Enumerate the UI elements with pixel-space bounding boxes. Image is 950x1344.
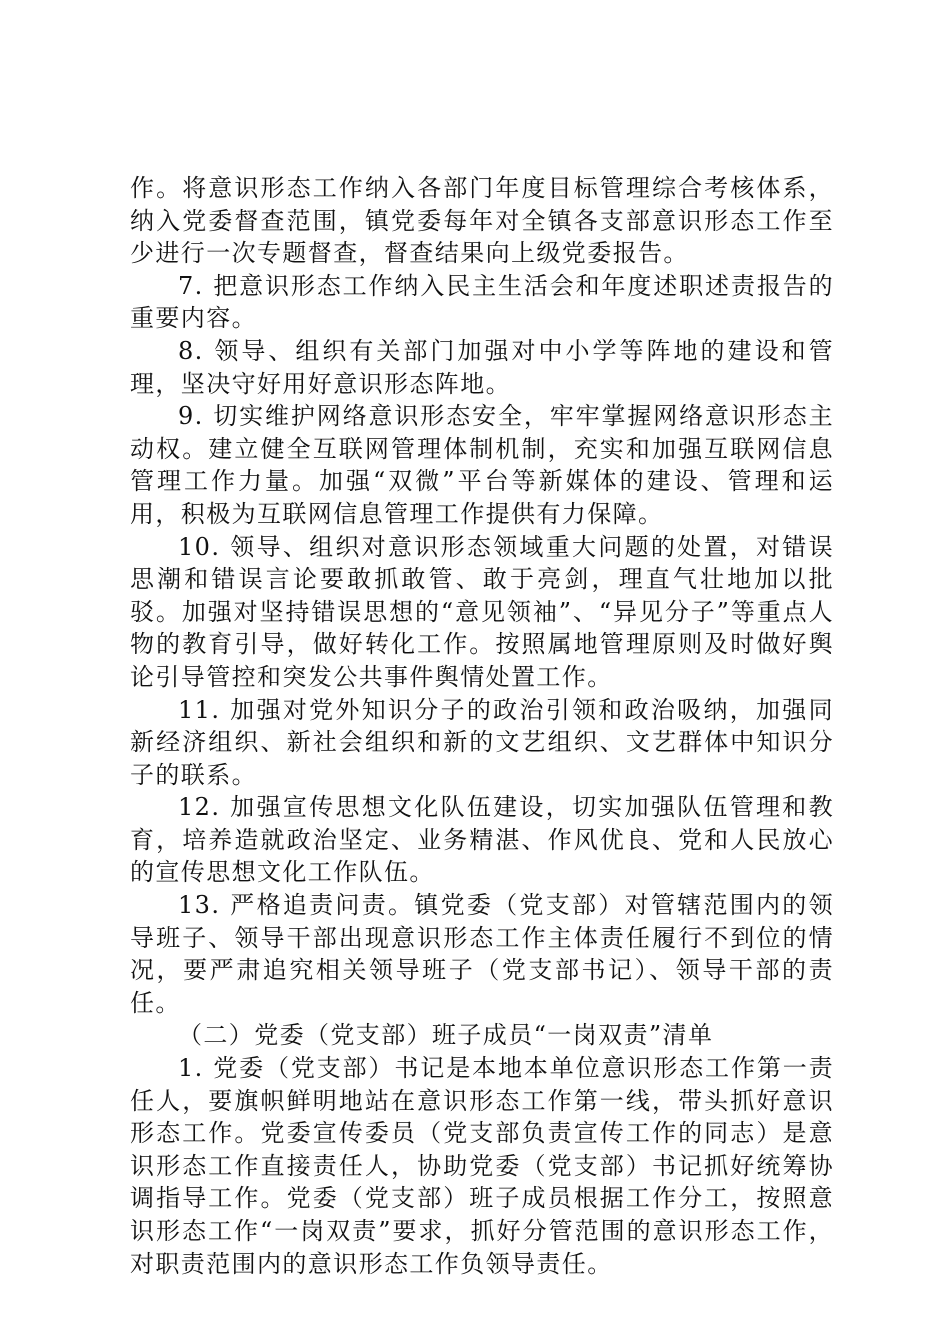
paragraph-item-8: 8. 领导、组织有关部门加强对中小学等阵地的建设和管理，坚决守好用好意识形态阵地。 [130, 336, 834, 398]
paragraph-item-13: 13. 严格追责问责。镇党委（党支部）对管辖范围内的领导班子、领导干部出现意识形态工作主体责任履行不到位的情况，要严肃追究相关领导班子（党支部书记）、领导干部的责任。 [130, 891, 834, 1017]
document-body [130, 172, 834, 1280]
paragraph-item-10: 10. 领导、组织对意识形态领域重大问题的处置，对错误思潮和错误言论要敢抓敢管、敢于亮剑，理直气壮地加以批驳。加强对坚持错误思想的“意见领袖”、“异见分子”等重点人物的教育引导，做好转化工作。按照属地管理原则及时做好舆论引导管控和突发公共事件舆情处置工作。 [130, 532, 834, 691]
section-heading: （二）党委（党支部）班子成员“一岗双责”清单 [178, 1021, 714, 1050]
paragraph-continuation: 作。将意识形态工作纳入各部门年度目标管理综合考核体系，纳入党委督查范围，镇党委每年对全镇各支部意识形态工作至少进行一次专题督查，督查结果向上级党委报告。 [130, 174, 834, 268]
paragraph-item-7: 7. 把意识形态工作纳入民主生活会和年度述职述责报告的重要内容。 [130, 271, 834, 333]
paragraph-item-1: 1. 党委（党支部）书记是本地本单位意识形态工作第一责任人，要旗帜鲜明地站在意识形态工作第一线，带头抓好意识形态工作。党委宣传委员（党支部负责宣传工作的同志）是意识形态工作直接责任人，协助党委（党支部）书记抓好统筹协调指导工作。党委（党支部）班子成员根据工作分工，按照意识形态工作“一岗双责”要求，抓好分管范围的意识形态工作，对职责范围内的意识形态工作负领导责任。 [130, 1054, 834, 1278]
paragraph-item-12: 12. 加强宣传思想文化队伍建设，切实加强队伍管理和教育，培养造就政治坚定、业务精湛、作风优良、党和人民放心的宣传思想文化工作队伍。 [130, 793, 834, 887]
paragraph-item-11: 11. 加强对党外知识分子的政治引领和政治吸纳，加强同新经济组织、新社会组织和新的文艺组织、文艺群体中知识分子的联系。 [130, 695, 834, 789]
paragraph-item-9: 9. 切实维护网络意识形态安全，牢牢掌握网络意识形态主动权。建立健全互联网管理体制机制，充实和加强互联网信息管理工作力量。加强“双微”平台等新媒体的建设、管理和运用，积极为互联网信息管理工作提供有力保障。 [130, 402, 834, 528]
